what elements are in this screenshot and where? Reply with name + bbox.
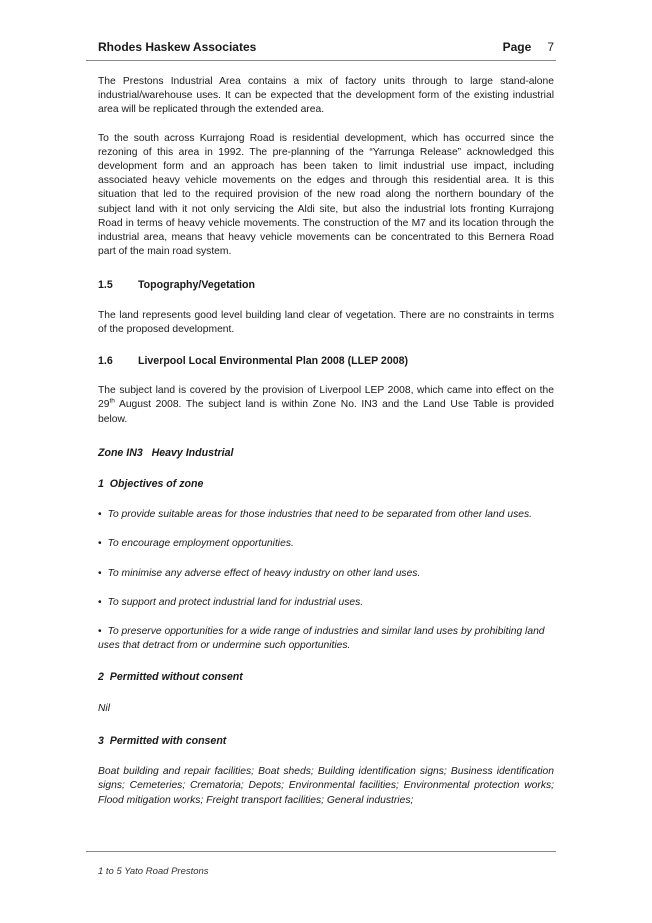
- objective-item: [98, 625, 554, 653]
- page-header: [98, 38, 556, 56]
- permitted-without-consent-text: Nil: [98, 702, 111, 714]
- page-footer: 1 to 5 Yato Road Prestons: [98, 866, 209, 877]
- section-title: Liverpool Local Environmental Plan 2008 (LLEP 2008): [138, 355, 409, 368]
- bullet-icon: •: [98, 509, 102, 521]
- objective-item: [98, 567, 554, 581]
- permitted-with-consent-heading: 3 Permitted with consent: [98, 734, 227, 747]
- objective-text: To preserve opportunities for a wide range of industries and similar land uses by prohibiting land uses that detract from or undermine such opportunities.: [98, 626, 545, 652]
- objective-text: To support and protect industrial land for industrial uses.: [107, 596, 364, 608]
- bullet-icon: •: [98, 626, 102, 638]
- objectives-heading: 1 Objectives of zone: [98, 478, 204, 491]
- bullet-icon: •: [98, 567, 102, 579]
- permitted-with-consent-text: Boat building and repair facilities; Boat sheds; Building identification signs; Business identification signs; Cemeteries; Crematoria; Depots; Environmental facilities; Environmental protection works; Flood mitigation works; Freight transport facilities; General industries;: [98, 766, 554, 806]
- paragraph-llep: [98, 384, 554, 427]
- objective-text: To encourage employment opportunities.: [107, 538, 294, 550]
- objective-item: [98, 508, 554, 522]
- permitted-without-consent-heading: 2 Permitted without consent: [98, 671, 243, 684]
- date-superscript: th: [109, 398, 115, 406]
- objective-item: [98, 537, 554, 551]
- section-number: 1.6: [98, 355, 113, 368]
- company-name: Rhodes Haskew Associates: [98, 40, 257, 54]
- section-heading-topography: [98, 278, 554, 292]
- objective-text: To provide suitable areas for those industries that need to be separated from other land uses.: [107, 509, 532, 521]
- llep-text-start: The subject land is covered by the provision of Liverpool LEP 2008, which came into effect on the 29: [98, 385, 554, 411]
- header-divider: [86, 60, 556, 61]
- llep-text-end: August 2008. The subject land is within Zone No. IN3 and the Land Use Table is provided below.: [98, 399, 554, 425]
- paragraph-topography: The land represents good level building land clear of vegetation. There are no constraints in terms of the proposed development.: [98, 309, 554, 335]
- section-number: 1.5: [98, 279, 113, 292]
- page-number: 7: [547, 40, 554, 54]
- zone-title: Zone IN3 Heavy Industrial: [98, 446, 234, 459]
- section-heading-llep: [98, 354, 554, 368]
- paragraph-residential-development: To the south across Kurrajong Road is residential development, which has occurred since the rezoning of this area in 1992. The pre-planning of the “Yarrunga Release” acknowledged this development form and an approach has been taken to limit industrial use impact, including associated heavy vehicle movements on the edges and through this residential area. It is this situation that led to the required provision of the new road along the northern boundary of the subject land with it not only servicing the Aldi site, but also the industrial lots fronting Kurrajong Road in terms of heavy vehicle movements. The construction of the M7 and its location through the industrial area, means that heavy vehicle movements can be concentrated to this Bernera Road part of the main road system.: [98, 132, 554, 258]
- footer-divider: [86, 851, 556, 852]
- page-number-label: [503, 40, 554, 54]
- bullet-icon: •: [98, 596, 102, 608]
- objective-text: To minimise any adverse effect of heavy industry on other land uses.: [107, 567, 421, 579]
- section-title: Topography/Vegetation: [138, 279, 255, 292]
- document-body: [98, 75, 554, 808]
- bullet-icon: •: [98, 538, 102, 550]
- paragraph-industrial-area: The Prestons Industrial Area contains a mix of factory units through to large stand-alone industrial/warehouse uses. It can be expected that the development form of the existing industrial area will be replicated through the extended area.: [98, 76, 554, 116]
- page-label: Page: [502, 40, 532, 54]
- objective-item: [98, 596, 554, 610]
